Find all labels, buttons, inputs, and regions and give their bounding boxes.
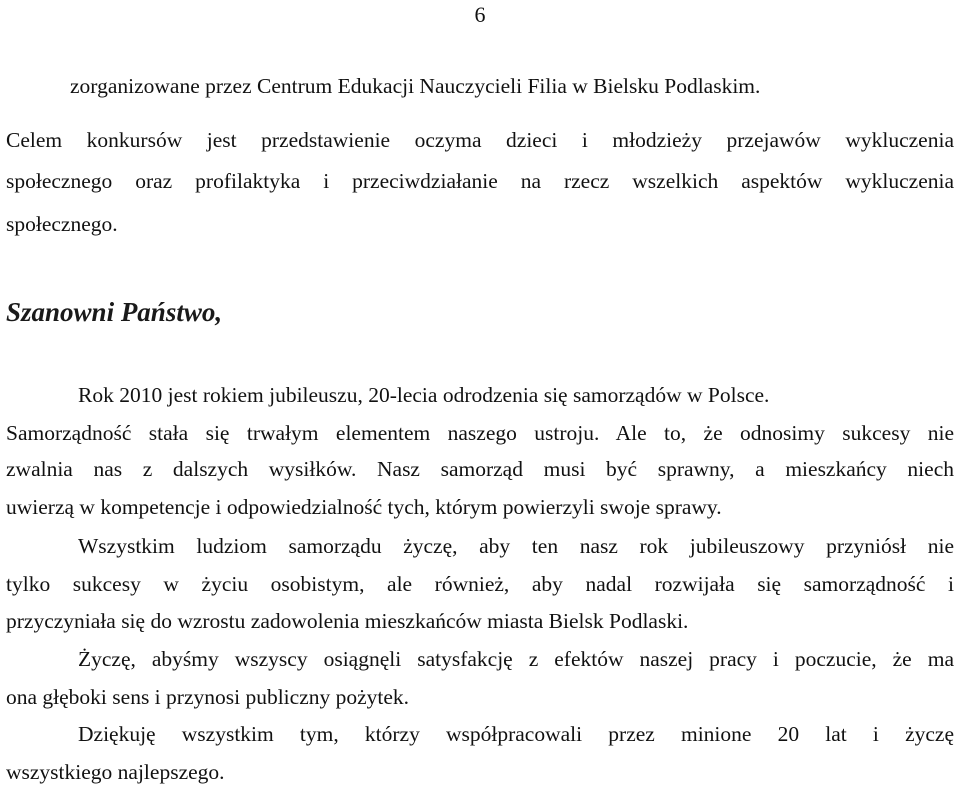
- text-line: Rok 2010 jest rokiem jubileuszu, 20-lecia odrodzenia się samorządów w Polsce.: [78, 383, 770, 407]
- text-line: uwierzą w kompetencje i odpowiedzialność tych, którym powierzyli swoje sprawy.: [6, 495, 722, 519]
- text-line: ona głęboki sens i przynosi publiczny pożytek.: [6, 685, 410, 709]
- page-number: 6: [474, 2, 486, 27]
- text-line: wszystkiego najlepszego.: [6, 760, 225, 784]
- text-line: przyczyniała się do wzrostu zadowolenia mieszkańców miasta Bielsk Podlaski.: [6, 609, 689, 633]
- text-line: Samorządność stała się trwałym elementem naszego ustroju. Ale to, że odnosimy sukcesy nie: [6, 421, 954, 445]
- text-line: społecznego oraz profilaktyka i przeciwdziałanie na rzecz wszelkich aspektów wykluczenia: [6, 169, 954, 193]
- text-line: tylko sukcesy w życiu osobistym, ale również, aby nadal rozwijała się samorządność i: [6, 572, 954, 596]
- text-line: społecznego.: [6, 212, 118, 236]
- text-line: Dziękuję wszystkim tym, którzy współpracowali przez minione 20 lat i życzę: [78, 722, 954, 746]
- text-line: zorganizowane przez Centrum Edukacji Nauczycieli Filia w Bielsku Podlaskim.: [70, 74, 761, 98]
- text-line: Życzę, abyśmy wszyscy osiągnęli satysfakcję z efektów naszej pracy i poczucie, że ma: [78, 647, 954, 671]
- text-line: Celem konkursów jest przedstawienie oczyma dzieci i młodzieży przejawów wykluczenia: [6, 128, 954, 152]
- salutation-heading: Szanowni Państwo,: [6, 297, 223, 327]
- text-line: Wszystkim ludziom samorządu życzę, aby ten nasz rok jubileuszowy przyniósł nie: [78, 534, 954, 558]
- text-line: zwalnia nas z dalszych wysiłków. Nasz samorząd musi być sprawny, a mieszkańcy niech: [6, 457, 954, 481]
